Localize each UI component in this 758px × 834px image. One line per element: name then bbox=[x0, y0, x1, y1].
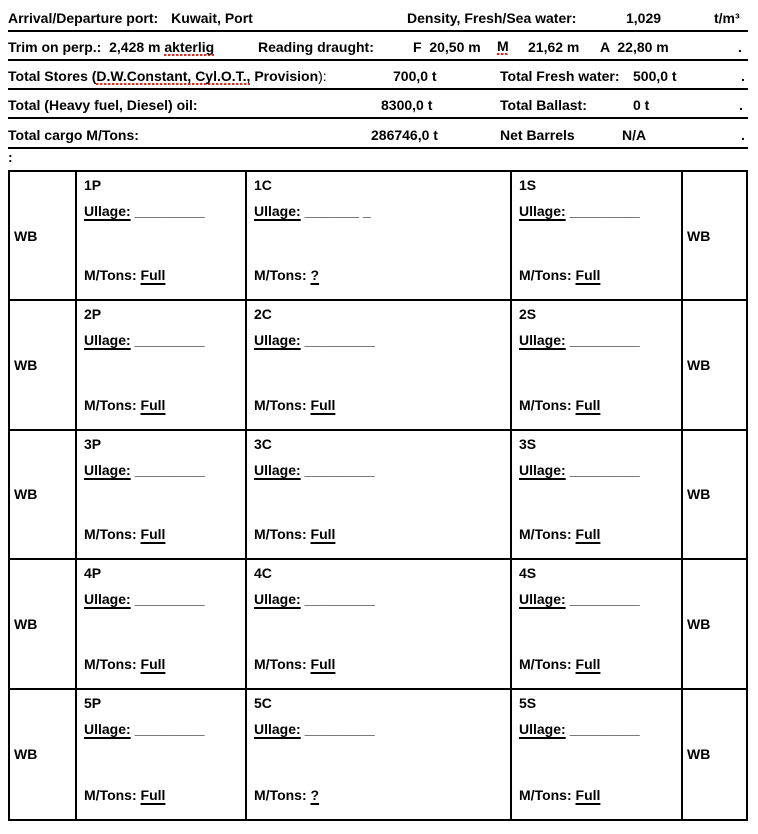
tank-cell-3p bbox=[77, 431, 247, 560]
mtons-line bbox=[84, 267, 165, 283]
mtons-line bbox=[519, 526, 600, 542]
stray-colon: : bbox=[8, 149, 13, 165]
ullage-line bbox=[519, 721, 640, 737]
draught-aft-group bbox=[600, 39, 669, 55]
wb-cell-starboard-5 bbox=[683, 690, 746, 819]
header-line-oil-ballast bbox=[8, 88, 748, 119]
draught-mid-value[interactable]: 21,62 m bbox=[528, 39, 580, 55]
mtons-value[interactable]: Full bbox=[140, 267, 166, 284]
mtons-line bbox=[254, 267, 319, 283]
ullage-label: Ullage: bbox=[254, 720, 301, 737]
ullage-blank[interactable]: _________ bbox=[300, 591, 375, 608]
ullage-line bbox=[84, 591, 205, 607]
ullage-line bbox=[254, 462, 375, 478]
header-line-stores-freshwater bbox=[8, 59, 748, 90]
mtons-line bbox=[254, 526, 335, 542]
ullage-label: Ullage: bbox=[84, 591, 131, 608]
mtons-label: M/Tons: bbox=[519, 396, 576, 413]
tank-cell-4p bbox=[77, 560, 247, 689]
ullage-blank[interactable]: _________ bbox=[130, 720, 205, 737]
ullage-line bbox=[254, 203, 371, 219]
trim-group bbox=[8, 39, 214, 55]
wb-label: WB bbox=[14, 486, 38, 503]
mtons-value[interactable]: Full bbox=[140, 396, 166, 413]
tank-cell-1p bbox=[77, 172, 247, 301]
mtons-line bbox=[254, 656, 335, 672]
ullage-blank[interactable]: _______ _ bbox=[300, 203, 371, 219]
ullage-line bbox=[254, 591, 375, 607]
wb-label: WB bbox=[14, 227, 38, 244]
tank-name: 3P bbox=[84, 435, 102, 452]
wb-cell-starboard-2 bbox=[683, 301, 746, 430]
ullage-line bbox=[254, 721, 375, 737]
line3-end-period: . bbox=[741, 68, 745, 84]
mtons-label: M/Tons: bbox=[254, 655, 311, 672]
density-value[interactable]: 1,029 bbox=[626, 10, 662, 26]
mtons-value[interactable]: Full bbox=[575, 267, 601, 284]
ullage-line bbox=[84, 203, 205, 219]
tank-cell-5c bbox=[247, 690, 512, 819]
wb-cell-port-4 bbox=[10, 560, 77, 689]
tank-name: 5S bbox=[519, 694, 537, 711]
wb-label: WB bbox=[687, 357, 711, 374]
mtons-label: M/Tons: bbox=[519, 786, 576, 803]
tank-name: 5P bbox=[84, 694, 102, 711]
tank-name: 4P bbox=[84, 565, 102, 582]
tank-name: 1P bbox=[84, 177, 102, 193]
ullage-blank[interactable]: _________ bbox=[130, 203, 205, 219]
tank-name: 2C bbox=[254, 306, 272, 323]
tank-name: 5C bbox=[254, 694, 272, 711]
mtons-value[interactable]: Full bbox=[310, 655, 336, 672]
mtons-label: M/Tons: bbox=[254, 396, 311, 413]
wb-cell-port-1 bbox=[10, 172, 77, 301]
mtons-value[interactable]: Full bbox=[140, 786, 166, 803]
line5-end-period: . bbox=[741, 127, 745, 143]
ullage-blank[interactable]: _________ bbox=[565, 461, 640, 478]
wb-cell-starboard-1 bbox=[683, 172, 746, 301]
tank-name: 3C bbox=[254, 435, 272, 452]
mtons-label: M/Tons: bbox=[519, 267, 576, 284]
mtons-value[interactable]: Full bbox=[310, 396, 336, 413]
arrival-port-value[interactable]: Kuwait, Port bbox=[171, 10, 253, 26]
tank-cell-4c bbox=[247, 560, 512, 689]
draught-mid-label: M bbox=[497, 38, 509, 54]
ullage-label: Ullage: bbox=[84, 720, 131, 737]
ullage-line bbox=[519, 591, 640, 607]
wb-label: WB bbox=[687, 486, 711, 503]
ullage-line bbox=[84, 721, 205, 737]
mtons-value[interactable]: Full bbox=[310, 526, 336, 543]
ullage-line bbox=[84, 332, 205, 348]
draught-aft-label: A bbox=[600, 39, 610, 55]
mtons-line bbox=[519, 656, 600, 672]
oil-label: Total (Heavy fuel, Diesel) oil: bbox=[8, 97, 198, 113]
mtons-line bbox=[84, 787, 165, 803]
ullage-label: Ullage: bbox=[519, 720, 566, 737]
cargo-value[interactable]: 286746,0 t bbox=[371, 127, 438, 143]
wb-cell-port-2 bbox=[10, 301, 77, 430]
stores-label-group bbox=[8, 68, 327, 84]
header-line-arrival-density bbox=[8, 1, 748, 32]
ullage-label: Ullage: bbox=[254, 461, 301, 478]
mtons-line bbox=[519, 787, 600, 803]
wb-label: WB bbox=[14, 615, 38, 632]
tank-ullage-table bbox=[8, 170, 748, 821]
ullage-blank[interactable]: _________ bbox=[300, 461, 375, 478]
tank-cell-1s bbox=[512, 172, 683, 301]
reading-draught-label: Reading draught: bbox=[258, 39, 374, 55]
mtons-label: M/Tons: bbox=[84, 526, 141, 543]
tank-cell-2c bbox=[247, 301, 512, 430]
mtons-label: M/Tons: bbox=[254, 786, 311, 803]
wb-cell-starboard-4 bbox=[683, 560, 746, 689]
density-label: Density, Fresh/Sea water: bbox=[407, 10, 577, 26]
wb-label: WB bbox=[687, 746, 711, 763]
tank-cell-4s bbox=[512, 560, 683, 689]
ullage-label: Ullage: bbox=[254, 332, 301, 349]
mtons-value[interactable]: Full bbox=[140, 655, 166, 672]
ballast-label: Total Ballast: bbox=[500, 97, 587, 113]
stores-value[interactable]: 700,0 t bbox=[393, 68, 437, 84]
mtons-label: M/Tons: bbox=[84, 655, 141, 672]
mtons-line bbox=[254, 787, 319, 803]
mtons-value[interactable]: Full bbox=[575, 526, 601, 543]
draught-aft-value[interactable]: 22,80 m bbox=[609, 39, 669, 55]
mtons-label: M/Tons: bbox=[254, 526, 311, 543]
tank-name: 2S bbox=[519, 306, 537, 323]
mtons-line bbox=[84, 397, 165, 413]
tank-name: 1S bbox=[519, 177, 537, 193]
tank-name: 3S bbox=[519, 435, 537, 452]
stores-label-provision: Provision bbox=[250, 68, 319, 84]
tank-cell-2p bbox=[77, 301, 247, 430]
tank-name: 1C bbox=[254, 177, 272, 193]
ullage-label: Ullage: bbox=[84, 332, 131, 349]
tank-name: 4C bbox=[254, 565, 272, 582]
ballast-value[interactable]: 0 t bbox=[633, 97, 650, 113]
header-line-cargo-barrels bbox=[8, 117, 748, 149]
ullage-label: Ullage: bbox=[519, 461, 566, 478]
trim-label: Trim on perp.: bbox=[8, 39, 102, 55]
mtons-value[interactable]: ? bbox=[310, 786, 320, 803]
mtons-label: M/Tons: bbox=[519, 655, 576, 672]
wb-label: WB bbox=[687, 227, 711, 244]
trim-value[interactable]: 2,428 m bbox=[101, 39, 165, 55]
tank-cell-2s bbox=[512, 301, 683, 430]
ullage-line bbox=[519, 462, 640, 478]
ullage-blank[interactable]: _________ bbox=[130, 332, 205, 349]
ullage-label: Ullage: bbox=[84, 461, 131, 478]
ullage-line bbox=[84, 462, 205, 478]
arrival-port-group bbox=[8, 10, 253, 26]
ullage-label: Ullage: bbox=[519, 203, 566, 219]
ullage-blank[interactable]: _________ bbox=[300, 332, 375, 349]
ullage-blank[interactable]: _________ bbox=[565, 203, 640, 219]
wb-cell-port-3 bbox=[10, 431, 77, 560]
ullage-line bbox=[254, 332, 375, 348]
ullage-label: Ullage: bbox=[254, 591, 301, 608]
tank-cell-3c bbox=[247, 431, 512, 560]
mtons-value[interactable]: Full bbox=[575, 396, 601, 413]
oil-value[interactable]: 8300,0 t bbox=[381, 97, 433, 113]
mtons-label: M/Tons: bbox=[84, 396, 141, 413]
tank-cell-3s bbox=[512, 431, 683, 560]
stores-label-constant: D.W.Constant, Cyl.O.T., bbox=[96, 68, 251, 84]
tank-cell-5s bbox=[512, 690, 683, 819]
mtons-value[interactable]: ? bbox=[310, 267, 320, 284]
tank-cell-5p bbox=[77, 690, 247, 819]
mtons-value[interactable]: Full bbox=[140, 526, 166, 543]
barrels-label: Net Barrels bbox=[500, 127, 575, 143]
tank-name: 2P bbox=[84, 306, 102, 323]
ullage-line bbox=[519, 203, 640, 219]
draught-fore-label: F bbox=[413, 39, 422, 55]
draught-fore-value[interactable]: 20,50 m bbox=[421, 39, 481, 55]
line2-end-period: . bbox=[738, 39, 742, 55]
mtons-line bbox=[519, 397, 600, 413]
wb-cell-port-5 bbox=[10, 690, 77, 819]
mtons-label: M/Tons: bbox=[254, 267, 311, 284]
ullage-blank[interactable]: _________ bbox=[130, 591, 205, 608]
ullage-blank[interactable]: _________ bbox=[130, 461, 205, 478]
wb-label: WB bbox=[14, 357, 38, 374]
mtons-line bbox=[84, 656, 165, 672]
ullage-blank[interactable]: _________ bbox=[565, 720, 640, 737]
stores-label-pre: Total Stores ( bbox=[8, 68, 97, 84]
mtons-label: M/Tons: bbox=[84, 786, 141, 803]
mtons-line bbox=[84, 526, 165, 542]
stores-label-close: ): bbox=[318, 68, 327, 84]
mtons-value[interactable]: Full bbox=[575, 786, 601, 803]
trim-note: akterlig bbox=[164, 39, 215, 55]
header-line-trim-draught bbox=[8, 30, 748, 61]
ullage-label: Ullage: bbox=[254, 203, 301, 219]
wb-label: WB bbox=[14, 746, 38, 763]
ullage-blank[interactable]: _________ bbox=[565, 591, 640, 608]
freshwater-value[interactable]: 500,0 t bbox=[633, 68, 677, 84]
ullage-blank[interactable]: _________ bbox=[565, 332, 640, 349]
barrels-value[interactable]: N/A bbox=[622, 127, 647, 143]
tank-name: 4S bbox=[519, 565, 537, 582]
mtons-line bbox=[519, 267, 600, 283]
density-unit: t/m³ bbox=[714, 10, 740, 26]
freshwater-label: Total Fresh water: bbox=[500, 68, 620, 84]
mtons-line bbox=[254, 397, 335, 413]
wb-label: WB bbox=[687, 615, 711, 632]
tank-cell-1c bbox=[247, 172, 512, 301]
ullage-label: Ullage: bbox=[519, 332, 566, 349]
line4-end-period: . bbox=[739, 97, 743, 113]
ullage-line bbox=[519, 332, 640, 348]
cargo-label: Total cargo M/Tons: bbox=[8, 127, 139, 143]
arrival-port-label: Arrival/Departure port: bbox=[8, 10, 159, 26]
ullage-label: Ullage: bbox=[84, 203, 131, 219]
draught-fore-group bbox=[413, 39, 481, 55]
mtons-label: M/Tons: bbox=[519, 526, 576, 543]
mtons-value[interactable]: Full bbox=[575, 655, 601, 672]
wb-cell-starboard-3 bbox=[683, 431, 746, 560]
mtons-label: M/Tons: bbox=[84, 267, 141, 284]
ullage-blank[interactable]: _________ bbox=[300, 720, 375, 737]
ullage-label: Ullage: bbox=[519, 591, 566, 608]
